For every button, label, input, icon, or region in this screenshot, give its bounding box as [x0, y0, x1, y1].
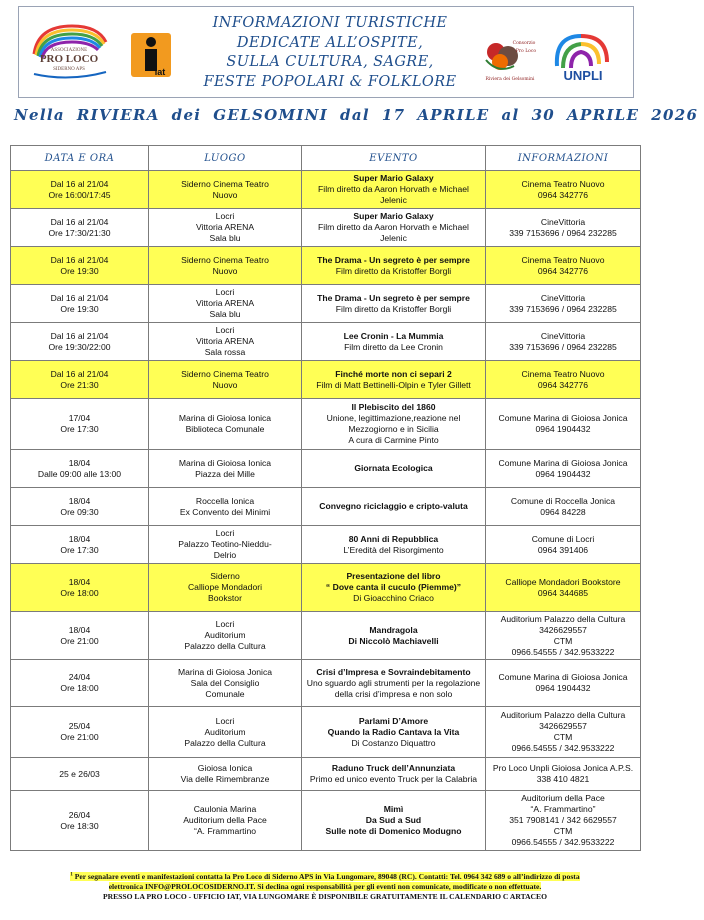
place-cell — [149, 488, 302, 526]
date-line: Ore 17:30 — [60, 544, 99, 555]
footer-line-1 — [70, 872, 579, 881]
event-cell — [302, 660, 486, 707]
date-line: Ore 18:00 — [60, 683, 99, 693]
info-line: CTM — [553, 732, 573, 742]
event-cell — [302, 209, 486, 247]
event-cell — [302, 361, 486, 399]
event-description: L’Eredità del Risorgimento — [343, 544, 444, 555]
subtitle-word: 17 — [381, 106, 406, 124]
event-description: Film diretto da Kristoffer Borgli — [335, 265, 452, 276]
info-line: Comune Marina di Gioiosa Jonica — [498, 457, 628, 468]
subtitle-word: Nella — [14, 106, 65, 124]
info-line: 339 7153696 / 0964 232285 — [509, 341, 617, 352]
event-title: Mandragola — [369, 624, 418, 635]
place-line: Delrio — [213, 550, 237, 560]
svg-text:ASSOCIAZIONE: ASSOCIAZIONE — [50, 48, 88, 53]
date-line: Dalle 09:00 alle 13:00 — [37, 468, 122, 479]
info-cell — [486, 450, 641, 488]
event-title: Da Sud a Sud — [365, 815, 422, 825]
place-cell — [149, 564, 302, 612]
title-line-3: SULLA CULTURA, SAGRE, — [226, 54, 434, 70]
table-header-row — [11, 146, 641, 171]
info-line: Comune Marina di Gioiosa Jonica — [498, 672, 628, 682]
event-description: A cura di Carmine Pinto — [348, 435, 439, 445]
place-cell — [149, 791, 302, 851]
subtitle-word: APRILE — [417, 106, 490, 124]
info-line: 0964 1904432 — [535, 683, 591, 693]
date-cell — [11, 660, 149, 707]
footer-text-1: Per segnalare eventi e manifestazioni contatta la Pro Loco di Siderno APS in Via Lungomare, 89048 (RC). Contatti: Tel. 0964 342 689 o all’indirizzo di posta — [74, 871, 580, 881]
event-description: Jelenic — [380, 195, 407, 205]
date-line: Ore 21:30 — [60, 379, 99, 390]
info-line: CTM — [553, 635, 573, 646]
footer-text-2b: . Si declina ogni responsabilità per gli eventi non comunicate, modificate o non effettuate. — [253, 881, 542, 891]
table-row — [11, 399, 641, 450]
event-title: Il Plebiscito del 1860 — [351, 402, 436, 412]
date-line: 25/04 — [68, 721, 91, 731]
event-cell — [302, 791, 486, 851]
info-cell — [486, 209, 641, 247]
event-cell — [302, 171, 486, 209]
date-cell — [11, 791, 149, 851]
place-cell — [149, 171, 302, 209]
place-line: Locri — [215, 715, 235, 726]
place-line: Palazzo della Cultura — [184, 737, 266, 748]
info-line: Comune di Locri — [531, 533, 595, 544]
event-title: The Drama - Un segreto è per sempre — [317, 292, 470, 303]
place-cell — [149, 209, 302, 247]
subtitle-word: 30 — [531, 106, 556, 124]
place-line: Sala blu — [209, 233, 241, 243]
event-description: Film diretto da Aaron Horvath e Michael — [318, 222, 469, 232]
place-cell — [149, 758, 302, 791]
place-line: Nuovo — [212, 265, 238, 276]
info-line: CineVittoria — [540, 330, 586, 341]
info-line: 339 7153696 / 0964 232285 — [509, 227, 617, 238]
date-line: 17/04 — [68, 413, 91, 423]
event-title: Parlami D’Amore — [358, 715, 429, 726]
info-line: 0964 342776 — [537, 189, 589, 200]
date-line: Ore 18:00 — [60, 587, 99, 598]
info-cell — [486, 488, 641, 526]
event-cell — [302, 707, 486, 758]
subtitle-word: dei — [171, 106, 202, 124]
date-line: Ore 21:00 — [60, 732, 99, 742]
place-line: Bookstor — [208, 593, 242, 603]
date-line: Ore 16:00/17:45 — [48, 189, 111, 200]
info-line: 0964 342776 — [537, 265, 589, 276]
place-line: Locri — [215, 325, 235, 335]
place-line: Auditorium della Pace — [183, 815, 267, 825]
place-line: Roccella Ionica — [195, 495, 255, 506]
date-line: Dal 16 al 21/04 — [50, 368, 109, 379]
date-cell — [11, 361, 149, 399]
table-row — [11, 209, 641, 247]
place-line: Gioiosa Ionica — [197, 763, 253, 773]
subtitle-word: APRILE — [567, 106, 640, 124]
info-line: 0964 342776 — [537, 379, 589, 390]
svg-text:Pro Loco: Pro Loco — [515, 49, 537, 54]
info-line: 338 410 4821 — [536, 774, 590, 784]
place-line: Vittoria ARENA — [195, 298, 255, 308]
info-cell — [486, 361, 641, 399]
table-row — [11, 660, 641, 707]
event-description: Mezzogiorno e in Sicilia — [348, 424, 439, 434]
table-row — [11, 612, 641, 660]
info-line: Cinema Teatro Nuovo — [521, 254, 605, 265]
event-title: Lee Cronin - La Mummia — [343, 330, 444, 341]
date-cell — [11, 285, 149, 323]
place-line: Marina di Gioiosa Ionica — [178, 413, 272, 423]
info-line: Auditorium Palazzo della Cultura — [500, 710, 626, 720]
place-line: Vittoria ARENA — [195, 336, 255, 346]
place-line: Sala del Consiglio — [190, 677, 260, 688]
event-title: Presentazione del libro — [346, 571, 441, 581]
place-line: Siderno Cinema Teatro — [181, 254, 269, 265]
date-cell — [11, 323, 149, 361]
place-line: Via delle Rimembranze — [180, 774, 270, 784]
date-cell — [11, 564, 149, 612]
place-line: Nuovo — [212, 379, 238, 390]
title-line-2: DEDICATE ALL’OSPITE, — [236, 34, 424, 51]
event-title: Super Mario Galaxy — [353, 211, 434, 221]
place-cell — [149, 612, 302, 660]
title-line-4: FESTE POPOLARI & FOLKLORE — [203, 73, 457, 90]
info-line: Calliope Mondadori Bookstore — [505, 576, 621, 587]
table-row — [11, 707, 641, 758]
table-row — [11, 171, 641, 209]
date-line: Dal 16 al 21/04 — [50, 330, 109, 341]
event-title: “ Dove canta il cuculo (Piemme)” — [325, 582, 462, 592]
info-line: “A. Frammartino” — [530, 804, 596, 814]
event-description: Film di Matt Bettinelli-Olpin e Tyler Gillett — [316, 379, 471, 390]
place-line: Siderno Cinema Teatro — [181, 368, 269, 379]
place-cell — [149, 450, 302, 488]
event-title: Mimì — [383, 804, 404, 814]
proloco-logo — [28, 20, 110, 80]
event-description: Unione, legittimazione,reazione nel — [326, 413, 461, 423]
title-line-1: INFORMAZIONI TURISTICHE — [212, 15, 448, 31]
date-cell — [11, 399, 149, 450]
event-description: Film diretto da Aaron Horvath e Michael — [318, 184, 469, 194]
date-cell — [11, 526, 149, 564]
place-cell — [149, 247, 302, 285]
event-title: Sulle note di Domenico Modugno — [325, 826, 462, 836]
footer-note — [14, 870, 636, 902]
info-cell — [486, 564, 641, 612]
place-cell — [149, 323, 302, 361]
place-line: Sala blu — [209, 309, 241, 319]
date-line: 24/04 — [68, 672, 91, 682]
event-title: Crisi d’Impresa e Sovraindebitamento — [316, 666, 471, 677]
date-cell — [11, 247, 149, 285]
date-line: 18/04 — [68, 624, 91, 635]
info-line: 339 7153696 / 0964 232285 — [509, 303, 617, 314]
date-line: 25 e 26/03 — [59, 768, 100, 779]
info-cell — [486, 791, 641, 851]
page-title — [195, 14, 465, 92]
event-title: Raduno Truck dell’Annunziata — [331, 763, 456, 773]
event-cell — [302, 323, 486, 361]
place-cell — [149, 660, 302, 707]
place-line: Sala rossa — [204, 347, 246, 357]
event-cell — [302, 285, 486, 323]
footer-email-link[interactable]: INFO@PROLOCOSIDERNO.IT — [145, 881, 254, 891]
unpli-logo — [549, 28, 615, 84]
place-line: Palazzo della Cultura — [184, 641, 266, 651]
svg-text:UNPLI: UNPLI — [563, 68, 603, 83]
info-cell — [486, 285, 641, 323]
place-line: Comunale — [205, 688, 245, 699]
place-line: Locri — [215, 528, 235, 538]
svg-text:Consorzio: Consorzio — [512, 41, 536, 46]
date-cell — [11, 758, 149, 791]
date-cell — [11, 707, 149, 758]
event-title: Super Mario Galaxy — [353, 173, 434, 183]
place-line: Locri — [215, 287, 235, 297]
table-row — [11, 564, 641, 612]
place-line: Siderno Cinema Teatro — [181, 178, 269, 189]
info-line: 0964 391406 — [537, 544, 589, 555]
event-cell — [302, 758, 486, 791]
info-line: Comune Marina di Gioiosa Jonica — [498, 413, 628, 423]
subtitle-word: RIVIERA — [76, 106, 160, 124]
place-line: Siderno — [210, 571, 240, 581]
subtitle-word: GELSOMINI — [213, 106, 329, 124]
place-line: Auditorium — [204, 630, 246, 640]
date-line: Ore 19:30 — [60, 265, 99, 276]
place-line: Marina di Gioiosa Ionica — [178, 457, 272, 468]
event-title: 80 Anni di Repubblica — [348, 533, 439, 544]
subtitle-word: al — [501, 106, 520, 124]
event-cell — [302, 488, 486, 526]
footer-line-3: PRESSO LA PRO LOCO - UFFICIO IAT, VIA LUNGOMARE È DISPONIBILE GRATUITAMENTE IL CALENDARIO C ARTACEO — [102, 891, 548, 901]
info-line: Auditorium della Pace — [521, 793, 605, 803]
date-line: Ore 09:30 — [60, 506, 99, 517]
event-title: Quando la Radio Cantava la Vita — [327, 726, 460, 737]
info-cell — [486, 707, 641, 758]
col-header-event: EVENTO — [302, 146, 486, 171]
place-line: Palazzo Teotino-Nieddu- — [178, 539, 272, 549]
table-row — [11, 285, 641, 323]
info-line: 0966.54555 / 342.9533222 — [511, 837, 615, 847]
date-line: Dal 16 al 21/04 — [50, 178, 109, 189]
info-line: Cinema Teatro Nuovo — [521, 368, 605, 379]
date-line: Ore 18:30 — [60, 820, 99, 831]
iat-logo — [130, 32, 172, 78]
place-line: Nuovo — [212, 189, 238, 200]
period-subtitle — [8, 106, 699, 124]
table-row — [11, 323, 641, 361]
place-line: Locri — [215, 619, 235, 629]
event-description: Primo ed unico evento Truck per la Calabria — [309, 774, 478, 784]
info-line: 3426629557 — [539, 624, 587, 635]
svg-text:Riviera dei Gelsomini: Riviera dei Gelsomini — [485, 77, 535, 82]
info-line: CTM — [553, 826, 573, 836]
info-cell — [486, 323, 641, 361]
date-cell — [11, 209, 149, 247]
event-cell — [302, 399, 486, 450]
events-table — [10, 145, 641, 851]
date-line: Ore 17:30 — [60, 424, 99, 434]
table-body — [11, 171, 641, 851]
table-row — [11, 488, 641, 526]
date-line: 18/04 — [68, 576, 91, 587]
event-description: Jelenic — [380, 233, 407, 243]
info-line: Comune di Roccella Jonica — [510, 495, 616, 506]
event-description: della crisi d’impresa e non solo — [334, 688, 453, 699]
svg-text:PRO LOCO: PRO LOCO — [39, 53, 99, 65]
info-line: 0966.54555 / 342.9533222 — [511, 743, 615, 753]
date-line: 18/04 — [68, 533, 91, 544]
event-description: Film diretto da Lee Cronin — [344, 341, 443, 352]
table-row — [11, 450, 641, 488]
place-cell — [149, 399, 302, 450]
subtitle-word: 2026 — [651, 106, 699, 124]
event-cell — [302, 564, 486, 612]
col-header-info: INFORMAZIONI — [486, 146, 641, 171]
place-line: Calliope Mondadori — [187, 582, 263, 592]
table-row — [11, 791, 641, 851]
info-line: 0964 84228 — [540, 506, 586, 517]
info-line: 0966.54555 / 342.9533222 — [511, 646, 615, 657]
place-line: Locri — [215, 211, 235, 221]
info-line: 0964 1904432 — [535, 424, 591, 434]
place-line: Biblioteca Comunale — [185, 424, 265, 434]
info-line: CineVittoria — [540, 292, 586, 303]
event-description: Uno sguardo agli strumenti per la regolazione — [306, 677, 481, 688]
footer-text-2a: elettronica — [108, 881, 144, 891]
info-cell — [486, 171, 641, 209]
date-line: Ore 17:30/21:30 — [48, 227, 111, 238]
info-line: 0964 344685 — [537, 587, 589, 598]
info-cell — [486, 660, 641, 707]
date-cell — [11, 612, 149, 660]
date-cell — [11, 450, 149, 488]
event-cell — [302, 526, 486, 564]
svg-text:SIDERNO APS: SIDERNO APS — [53, 67, 85, 72]
place-cell — [149, 526, 302, 564]
info-cell — [486, 758, 641, 791]
info-cell — [486, 247, 641, 285]
place-line: “A. Frammartino — [193, 826, 257, 836]
event-title: Di Niccolò Machiavelli — [348, 635, 439, 646]
event-cell — [302, 450, 486, 488]
consorzio-logo — [478, 30, 540, 84]
date-cell — [11, 488, 149, 526]
place-line: Ex Convento dei Minimi — [179, 506, 271, 517]
date-line: 26/04 — [68, 809, 91, 820]
subtitle-word: dal — [340, 106, 370, 124]
event-title: Finché morte non ci separi 2 — [335, 368, 452, 379]
event-description: Di Gioacchino Criaco — [353, 593, 434, 603]
event-cell — [302, 247, 486, 285]
info-line: 3426629557 — [539, 721, 587, 731]
info-cell — [486, 526, 641, 564]
date-line: 18/04 — [68, 495, 91, 506]
date-line: Ore 19:30/22:00 — [48, 341, 111, 352]
date-line: Ore 19:30 — [60, 303, 99, 314]
table-row — [11, 247, 641, 285]
info-line: Pro Loco Unpli Gioiosa Jonica A.P.S. — [492, 763, 634, 773]
place-line: Auditorium — [204, 726, 246, 737]
event-title: Convegno riciclaggio e cripto-valuta — [319, 501, 468, 511]
event-title: The Drama - Un segreto è per sempre — [317, 254, 470, 265]
event-title: Giornata Ecologica — [354, 463, 433, 473]
date-line: Ore 21:00 — [60, 635, 99, 646]
place-line: Marina di Gioiosa Jonica — [177, 666, 273, 677]
info-line: 351 7908141 / 342 6629557 — [509, 815, 617, 825]
info-cell — [486, 612, 641, 660]
info-cell — [486, 399, 641, 450]
info-line: Auditorium Palazzo della Cultura — [500, 613, 626, 624]
col-header-place: LUOGO — [149, 146, 302, 171]
info-line: CineVittoria — [540, 216, 586, 227]
col-header-date: DATA E ORA — [11, 146, 149, 171]
place-line: Vittoria ARENA — [195, 222, 255, 232]
table-row — [11, 758, 641, 791]
date-line: Dal 16 al 21/04 — [50, 254, 109, 265]
place-cell — [149, 361, 302, 399]
date-cell — [11, 171, 149, 209]
table-row — [11, 526, 641, 564]
event-description: Di Costanzo Diquattro — [351, 737, 436, 748]
info-line: 0964 1904432 — [535, 468, 591, 479]
footer-line-2 — [109, 882, 542, 891]
svg-text:iat: iat — [154, 67, 166, 77]
event-cell — [302, 612, 486, 660]
place-cell — [149, 707, 302, 758]
date-line: Dal 16 al 21/04 — [50, 292, 109, 303]
table-row — [11, 361, 641, 399]
date-line: Dal 16 al 21/04 — [50, 216, 109, 227]
place-cell — [149, 285, 302, 323]
place-line: Piazza dei Mille — [195, 468, 255, 479]
place-line: Caulonia Marina — [193, 804, 257, 814]
date-line: 18/04 — [68, 457, 91, 468]
event-description: Film diretto da Kristoffer Borgli — [335, 303, 452, 314]
footnote-mark: 1 — [70, 872, 73, 877]
info-line: Cinema Teatro Nuovo — [521, 178, 605, 189]
